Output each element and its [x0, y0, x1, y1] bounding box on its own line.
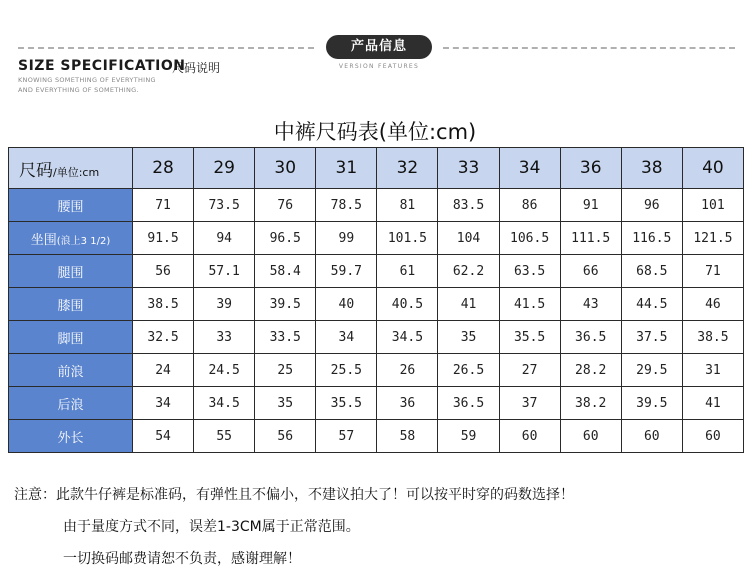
measurement-value: 35.5	[316, 387, 377, 420]
measurement-value: 78.5	[316, 189, 377, 222]
measurement-value: 38.5	[133, 288, 194, 321]
size-header: 34	[499, 148, 560, 189]
measurement-value: 40	[316, 288, 377, 321]
measurement-name: 后浪	[57, 397, 84, 413]
measurement-value: 41	[438, 288, 499, 321]
tagline-line-1: KNOWING SOMETHING OF EVERYTHING	[18, 76, 156, 84]
size-spec-title: SIZE SPECIFICATION	[18, 58, 186, 74]
measurement-label	[9, 387, 133, 420]
measurement-name: 坐围	[30, 232, 57, 248]
measurement-value: 86	[499, 189, 560, 222]
measurement-row	[9, 354, 744, 387]
measurement-value: 68.5	[621, 255, 682, 288]
measurement-value: 41.5	[499, 288, 560, 321]
measurement-value: 36.5	[560, 321, 621, 354]
measurement-value: 101.5	[377, 222, 438, 255]
measurement-label	[9, 321, 133, 354]
measurement-value: 35	[255, 387, 316, 420]
measurement-value: 60	[560, 420, 621, 453]
measurement-value: 33	[194, 321, 255, 354]
measurement-row	[9, 420, 744, 453]
measurement-value: 34	[133, 387, 194, 420]
measurement-value: 35.5	[499, 321, 560, 354]
size-table-title: 中裤尺码表(单位:cm)	[273, 120, 477, 144]
page-header	[0, 0, 750, 110]
measurement-value: 58	[377, 420, 438, 453]
measurement-value: 37.5	[621, 321, 682, 354]
measurement-note: (浪上3 1/2)	[56, 235, 111, 247]
size-table	[8, 147, 744, 453]
measurement-value: 71	[682, 255, 743, 288]
measurement-value: 104	[438, 222, 499, 255]
measurement-value: 59	[438, 420, 499, 453]
size-header: 36	[560, 148, 621, 189]
measurement-value: 26	[377, 354, 438, 387]
measurement-value: 40.5	[377, 288, 438, 321]
measurement-value: 63.5	[499, 255, 560, 288]
measurement-value: 24.5	[194, 354, 255, 387]
measurement-row	[9, 189, 744, 222]
measurement-value: 34.5	[377, 321, 438, 354]
note-line-3: 一切换码邮费请恕不负责，感谢理解！	[63, 551, 301, 567]
measurement-label	[9, 255, 133, 288]
measurement-value: 57.1	[194, 255, 255, 288]
measurement-value: 36.5	[438, 387, 499, 420]
measurement-value: 96.5	[255, 222, 316, 255]
size-spec-title-cn: 尺码说明	[172, 61, 221, 75]
measurement-row	[9, 321, 744, 354]
measurement-value: 39.5	[621, 387, 682, 420]
measurement-value: 60	[682, 420, 743, 453]
measurement-value: 35	[438, 321, 499, 354]
size-header: 30	[255, 148, 316, 189]
size-table-body	[9, 189, 744, 453]
measurement-label	[9, 420, 133, 453]
measurement-value: 34.5	[194, 387, 255, 420]
measurement-value: 94	[194, 222, 255, 255]
measurement-value: 25	[255, 354, 316, 387]
measurement-value: 60	[499, 420, 560, 453]
measurement-value: 31	[682, 354, 743, 387]
measurement-row	[9, 255, 744, 288]
measurement-value: 38.5	[682, 321, 743, 354]
measurement-row	[9, 288, 744, 321]
note-line-2: 由于量度方式不同，误差1-3CM属于正常范围。	[63, 519, 360, 535]
size-header-row	[9, 148, 744, 189]
measurement-value: 36	[377, 387, 438, 420]
measurement-value: 66	[560, 255, 621, 288]
measurement-label	[9, 288, 133, 321]
measurement-value: 111.5	[560, 222, 621, 255]
measurement-value: 28.2	[560, 354, 621, 387]
measurement-value: 29.5	[621, 354, 682, 387]
measurement-value: 121.5	[682, 222, 743, 255]
measurement-row	[9, 222, 744, 255]
measurement-value: 73.5	[194, 189, 255, 222]
measurement-value: 71	[133, 189, 194, 222]
corner-unit: /单位:cm	[53, 165, 100, 179]
measurement-value: 91.5	[133, 222, 194, 255]
measurement-name: 脚围	[57, 331, 84, 347]
measurement-name: 膝围	[57, 298, 84, 314]
measurement-value: 33.5	[255, 321, 316, 354]
dashed-divider-left	[18, 47, 314, 49]
measurement-value: 55	[194, 420, 255, 453]
dashed-divider-right	[443, 47, 735, 49]
measurement-value: 58.4	[255, 255, 316, 288]
note-line-1: 注意：此款牛仔裤是标准码，有弹性且不偏小，不建议拍大了！可以按平时穿的码数选择！	[14, 487, 574, 503]
measurement-value: 27	[499, 354, 560, 387]
measurement-value: 25.5	[316, 354, 377, 387]
badge-subtitle: VERSION FEATURES	[338, 63, 420, 70]
measurement-value: 56	[133, 255, 194, 288]
measurement-value: 60	[621, 420, 682, 453]
measurement-value: 99	[316, 222, 377, 255]
measurement-row	[9, 387, 744, 420]
corner-label: 尺码	[19, 160, 53, 181]
measurement-name: 外长	[57, 430, 84, 446]
measurement-value: 81	[377, 189, 438, 222]
measurement-value: 61	[377, 255, 438, 288]
measurement-name: 腰围	[57, 199, 84, 215]
measurement-value: 43	[560, 288, 621, 321]
measurement-value: 26.5	[438, 354, 499, 387]
measurement-value: 41	[682, 387, 743, 420]
size-header: 40	[682, 148, 743, 189]
measurement-value: 44.5	[621, 288, 682, 321]
size-header: 28	[133, 148, 194, 189]
measurement-value: 37	[499, 387, 560, 420]
measurement-value: 39.5	[255, 288, 316, 321]
measurement-label	[9, 222, 133, 255]
measurement-value: 106.5	[499, 222, 560, 255]
measurement-value: 91	[560, 189, 621, 222]
measurement-value: 101	[682, 189, 743, 222]
measurement-value: 46	[682, 288, 743, 321]
measurement-value: 38.2	[560, 387, 621, 420]
measurement-value: 59.7	[316, 255, 377, 288]
measurement-value: 62.2	[438, 255, 499, 288]
tagline-line-2: AND EVERYTHING OF SOMETHING.	[18, 86, 139, 94]
size-header: 38	[621, 148, 682, 189]
measurement-value: 24	[133, 354, 194, 387]
measurement-value: 83.5	[438, 189, 499, 222]
measurement-name: 前浪	[57, 364, 84, 380]
measurement-value: 96	[621, 189, 682, 222]
measurement-label	[9, 189, 133, 222]
measurement-label	[9, 354, 133, 387]
measurement-value: 39	[194, 288, 255, 321]
size-header: 29	[194, 148, 255, 189]
size-header: 33	[438, 148, 499, 189]
product-info-badge: 产品信息	[326, 35, 432, 59]
measurement-name: 腿围	[57, 265, 84, 281]
measurement-value: 32.5	[133, 321, 194, 354]
size-header: 32	[377, 148, 438, 189]
size-header: 31	[316, 148, 377, 189]
measurement-value: 116.5	[621, 222, 682, 255]
measurement-value: 34	[316, 321, 377, 354]
measurement-value: 76	[255, 189, 316, 222]
size-corner-cell	[9, 148, 133, 189]
measurement-value: 54	[133, 420, 194, 453]
measurement-value: 57	[316, 420, 377, 453]
measurement-value: 56	[255, 420, 316, 453]
